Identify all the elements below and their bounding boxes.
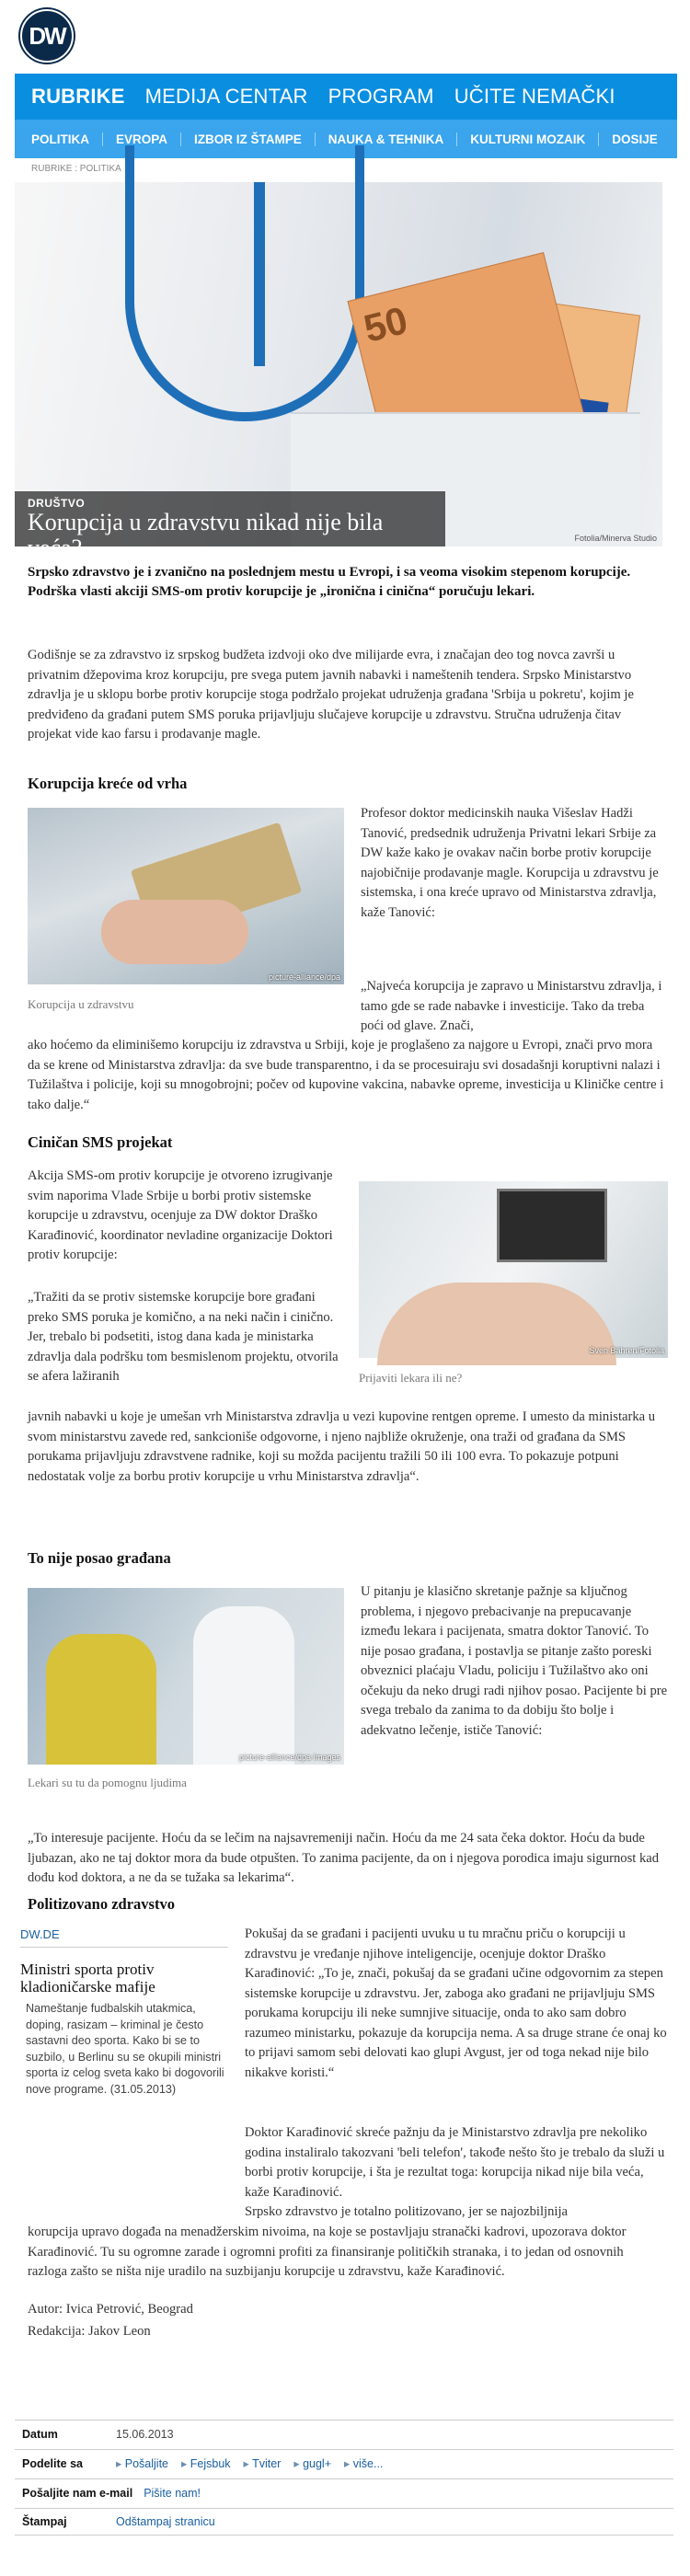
section-heading: Korupcija kreće od vrha — [28, 775, 188, 792]
print-link[interactable]: Odštampaj stranicu — [116, 2515, 215, 2528]
subnav-nauka-tehnika[interactable]: NAUKA & TEHNIKA — [315, 132, 457, 146]
subnav-politika[interactable]: POLITIKA — [31, 132, 89, 146]
article-quote: „Tražiti da se protiv sistemske korupcije bore građani preko SMS poruka je komično, a na neki način i cinično. Jer, trebalo bi podsetiti, istog dana kada je ministarka zdravlja dala podršku tom besmislenom projektu, otvorila se afera lažiranih — [28, 1290, 339, 1384]
subnav-dosije[interactable]: DOSIJE — [598, 132, 671, 146]
article-paragraph: Pokušaj da se građani i pacijenti uvuku u tu mračnu priču o korupciji u zdravstvu je vređanje njihove inteligencije, ocenjuje doktor Draško Karađinović: „To je, znači, pokušaj da se građani učine odgovornim za stepen sistemske korupcije u zdravstvu. Jer, zaboga ako građani ne prijavljuju SMS porukama korupciju ili neke sumnjive situacije, onda to ako sam dobro razumeo ministarku, pokazuje da korupcija nema. A sa druge strane će onaj ko to prijavi samom sebi delovati kao glupi Avgust, jer od toga nekad nije bilo nikakve koristi.“ — [245, 1926, 667, 2080]
email-row — [15, 2478, 673, 2506]
nav-program[interactable]: PROGRAM — [328, 85, 434, 108]
share-googleplus-link[interactable]: ▸ gugl+ — [293, 2456, 331, 2470]
article-paragraph: korupcija upravo događa na menadžerskim nivoima, na koje se postavljaju stranački kadrovi, upozorava doktor Karađinović. Tu su ogromne zarade i ogromni profiti za finansiranje političkih stranaka, i to jedan od osnovnih razloga zašto se ništa nije uradilo na suzbijanju korupcije u zdravstvu, kaže Karađinović. — [28, 2225, 627, 2279]
image-credit: Sven Bähren/Fotolia — [589, 1346, 664, 1355]
breadcrumb-text[interactable]: RUBRIKE : POLITIKA — [31, 164, 121, 174]
main-navigation — [15, 74, 677, 120]
article-image[interactable] — [28, 808, 344, 984]
date-label: Datum — [22, 2427, 58, 2441]
ultrasound-screen-graphic — [497, 1189, 607, 1262]
subnav-kulturni-mozaik[interactable]: KULTURNI MOZAIK — [456, 132, 598, 146]
share-twitter-link[interactable]: ▸ Tviter — [244, 2456, 282, 2470]
share-more-link[interactable]: ▸ više... — [344, 2456, 383, 2470]
hand-graphic — [101, 900, 248, 964]
article-title: Korupcija u zdravstvu nikad nije bila veća? — [28, 509, 384, 561]
dw-logo[interactable]: DW — [20, 9, 74, 63]
patient-graphic — [377, 1282, 616, 1365]
hero-kicker: DRUŠTVO — [28, 497, 86, 510]
section-heading: Politizovano zdravstvo — [28, 1895, 175, 1913]
section-heading: Ciničan SMS projekat — [28, 1133, 173, 1151]
share-label: Podelite sa — [22, 2456, 83, 2470]
image-caption: Lekari su tu da pomognu ljudima — [28, 1776, 187, 1789]
article-paragraph: Doktor Karađinović skreće pažnju da je Ministarstvo zdravlja pre nekoliko godina instaliralo takozvani 'beli telefon', takođe nešto što je trebalo da služi u borbi protiv korupcije, i šta je rezultat toga: korupcija nikad nije bila veća, kaže Karađinović. — [245, 2125, 665, 2200]
article-lead: Srpsko zdravstvo je i zvanično na poslednjem mestu u Evropi, i sa veoma visokim stepenom korupcije. Podrška vlasti akciji SMS-om protiv korupcije je „ironična i cinična“ poručuju lekari. — [28, 565, 631, 599]
date-row — [15, 2420, 673, 2447]
hero-credit: Fotolia/Minerva Studio — [574, 534, 657, 543]
stethoscope-tube-graphic — [254, 182, 265, 366]
banknote-value: 50 — [359, 297, 412, 351]
article-author: Autor: Ivica Petrović, Beograd — [28, 2302, 193, 2317]
article-paragraph: Akcija SMS-om protiv korupcije je otvoreno izrugivanje svim naporima Vlade Srbije u borbi protiv sistemske korupcije u zdravstvu, ocenjuje za DW doktor Draško Karađinović, koordinator nevladine organizacije Doktori protiv korupcije: — [28, 1168, 333, 1262]
article-paragraph: U pitanju je klasično skretanje pažnje sa ključnog problema, i njegovo prebacivanje na prepucavanje između lekara i pacijenata, smatra doktor Tanović. To nije posao građana, i postavlja se pitanje zašto poreski obveznici plaćaju Vladu, policiju i Tužilaštvo ako oni očekuju da neko drugi radi njihov posao. Pacijente bi pre svega trebalo da zanima to da dobiju što bolje i adekvatno lečenje, ističe Tanović: — [361, 1584, 668, 1738]
date-value: 15.06.2013 — [116, 2427, 174, 2441]
subnav-izbor-iz-stampe[interactable]: IZBOR IZ ŠTAMPE — [180, 132, 315, 146]
article-image[interactable] — [28, 1588, 344, 1765]
article-quote: javnih nabavki u koje je umešan vrh Ministarstva zdravlja u vezi kupovine rentgen opreme. I umesto da ministarka u svom ministarstvu zavede red, sankcioniše odgovorne, i njeno najbliže okruženje, ona traži od građana da SMS porukama prijavljuju zdravstvene radnike, koji su možda pacijentu tražili 50 ili 100 evra. To pokazuje potpuni nedostatak volje za borbu protiv korupcije u vrhu Ministarstva zdravlja“. — [28, 1409, 656, 1484]
related-article-box — [20, 1927, 228, 2098]
print-label: Štampaj — [22, 2515, 67, 2528]
email-link[interactable]: Pišite nam! — [144, 2486, 201, 2500]
article-quote: ako hoćemo da eliminišemo korupciju iz zdravstva u Srbiji, koje je proglašeno za najgore u Evropi, znači prvo mora da se krene od Ministarstva zdravlja: da sve bude transparentno, i da se procesuiraju svi dosadašnji koruptivni nalazi i Tužilaštva i policije, koji su mnogobrojni; počev od kupovine vakcina, nabavke opreme, investicija u Kliničke centre i tako dalje.“ — [28, 1038, 664, 1112]
article-quote: „Najveća korupcija je zapravo u Ministarstvu zdravlja, i tamo gde se rade nabavke i investicije. Tako da treba poći od glave. Znači, — [361, 979, 662, 1033]
email-label: Pošaljite nam e-mail — [22, 2486, 133, 2500]
share-facebook-link[interactable]: ▸ Fejsbuk — [181, 2456, 231, 2470]
related-source: DW.DE — [20, 1927, 228, 1948]
image-caption: Korupcija u zdravstvu — [28, 997, 134, 1011]
image-credit: picture-alliance/dpa Images — [238, 1753, 340, 1762]
share-email-link[interactable]: ▸ Pošaljite — [116, 2456, 168, 2470]
section-heading: To nije posao građana — [28, 1549, 171, 1567]
nav-rubrike[interactable]: RUBRIKE — [31, 85, 125, 108]
image-caption: Prijaviti lekara ili ne? — [359, 1371, 463, 1385]
breadcrumb — [31, 164, 121, 174]
hero-image — [15, 182, 662, 561]
article-image[interactable] — [359, 1181, 668, 1358]
hero-caption — [15, 491, 445, 561]
related-article-summary: Nameštanje fudbalskih utakmica, doping, rasizam – kriminal je često sastavni deo sporta. Kako bi se to suzbilo, u Berlinu su se okupili ministri sporta iz celog sveta kako bi dogovorili nove programe. (31.05.2013) — [26, 2002, 224, 2096]
share-row — [15, 2449, 673, 2477]
nav-ucite-nemacki[interactable]: UČITE NEMAČKI — [454, 85, 615, 108]
image-credit: picture-alliance/dpa — [268, 972, 340, 982]
nav-medija-centar[interactable]: MEDIJA CENTAR — [144, 85, 308, 108]
stethoscope-graphic — [125, 145, 364, 421]
subnav-evropa[interactable]: EVROPA — [102, 132, 180, 146]
article-paragraph: Godišnje se za zdravstvo iz srpskog budžeta izdvoji oko dve milijarde evra, i značajan deo tog novca završi u privatnim džepovima kroz korupciju, pre svega putem javnih nabavki i nameštenih tendera. Srpsko Ministarstvo zdravlja je u sklopu borbe protiv korupcije stoga podržalo projekat udruženja građana 'Srbija u pokretu', kojim je predviđeno da građani putem SMS poruka prijavljuju slučajeve korupcije u zdravstvu. Stručna udruženja čitav projekat vide kao farsu i prodavanje magle. — [28, 648, 634, 742]
share-links — [116, 2456, 383, 2470]
article-editor: Redakcija: Jakov Leon — [28, 2324, 151, 2339]
print-row — [15, 2508, 673, 2536]
article-paragraph: Profesor doktor medicinskih nauka Višeslav Hadži Tanović, predsednik udruženja Privatni lekari Srbije za DW kaže kako je ovakav način borbe protiv korupcije najobičnije prodavanje magle. Korupcija u zdravstvu je sistemska, i ona kreće upravo od Ministarstva zdravlja, kaže Tanović: — [361, 806, 659, 920]
article-paragraph: Srpsko zdravstvo je totalno politizovano, jer se najozbiljnija — [245, 2204, 568, 2219]
doctor-graphic — [193, 1606, 294, 1765]
article-quote: „To interesuje pacijente. Hoću da se lečim na najsavremeniji način. Hoću da me 24 sata čeka doktor. Hoću da bude ljubazan, ako ne taj doktor mora da bude otpušten. To zanima pacijente, da on i njegova porodica imaju sigurnost kad dođu kod doktora, a ne da se tužaka sa lekarima“. — [28, 1831, 660, 1885]
related-article-link[interactable]: Ministri sporta protiv kladioničarske mafije — [20, 1961, 155, 1995]
patient-graphic — [46, 1634, 156, 1765]
